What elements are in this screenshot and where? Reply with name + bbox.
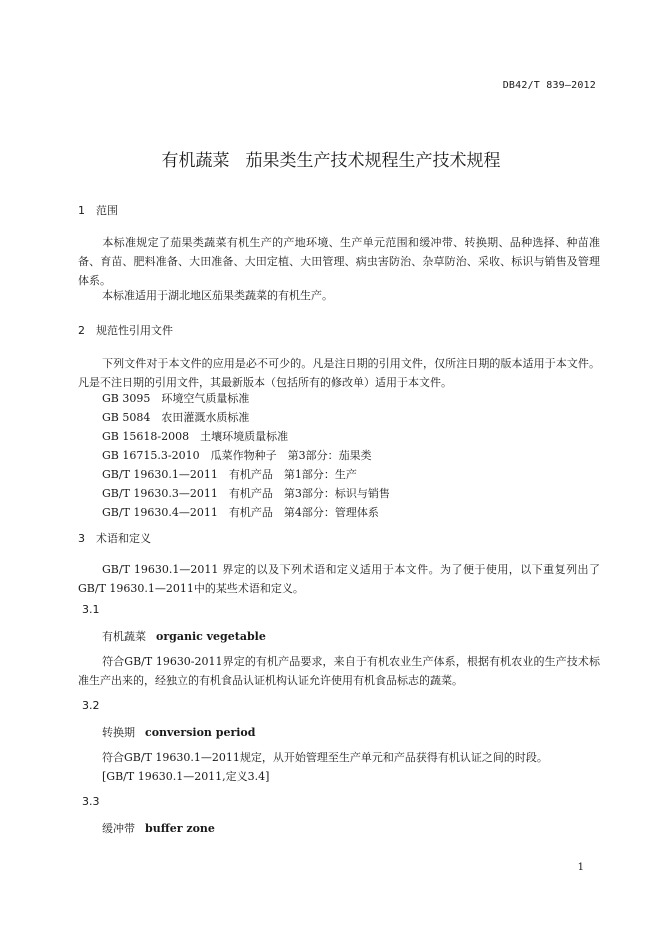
section-3-paragraph: GB/T 19630.1—2011 界定的以及下列术语和定义适用于本文件。为了便于使用，以下重复列出了GB/T 19630.1—2011中的某些术语和定义。 — [78, 563, 600, 595]
section-2-paragraph: 下列文件对于本文件的应用是必不可少的。凡是注日期的引用文件，仅所注日期的版本适用于本文件。凡是不注日期的引用文件，其最新版本（包括所有的修改单）适用于本文件。 — [78, 357, 600, 389]
reference-item: GB 5084 农田灌溉水质标准 — [102, 411, 250, 424]
page-number: 1 — [577, 862, 584, 873]
term-3-1-number: 3.1 — [82, 603, 100, 616]
reference-item: GB 15618-2008 土壤环境质量标准 — [102, 430, 289, 443]
section-1-paragraph-2: 本标准适用于湖北地区茄果类蔬菜的有机生产。 — [102, 289, 333, 302]
reference-item: GB/T 19630.4—2011 有机产品 第4部分：管理体系 — [102, 506, 379, 519]
reference-item: GB 3095 环境空气质量标准 — [102, 392, 250, 405]
reference-item: GB/T 19630.3—2011 有机产品 第3部分：标识与销售 — [102, 487, 390, 500]
term-3-1-definition: 符合GB/T 19630-2011界定的有机产品要求，来自于有机农业生产体系，根据有机农业的生产技术标准生产出来的，经独立的有机食品认证机构认证允许使用有机食品标志的蔬菜。 — [78, 655, 600, 687]
term-3-2-definition: 符合GB/T 19630.1—2011规定，从开始管理至生产单元和产品获得有机认证之间的时段。 — [102, 751, 548, 764]
title-part-2: 茄果类生产技术规程生产技术规程 — [245, 151, 501, 171]
title-part-1: 有机蔬菜 — [161, 151, 230, 171]
term-3-2-title: 转换期 conversion period — [102, 726, 256, 739]
standard-number: DB42/T 839—2012 — [502, 80, 596, 91]
reference-item: GB 16715.3-2010 瓜菜作物种子 第3部分：茄果类 — [102, 449, 372, 462]
term-3-2-number: 3.2 — [82, 699, 100, 712]
reference-item: GB/T 19630.1—2011 有机产品 第1部分：生产 — [102, 468, 357, 481]
section-1-heading: 1 范围 — [78, 204, 118, 217]
document-title — [0, 146, 662, 171]
section-3-heading: 3 术语和定义 — [78, 532, 151, 545]
term-3-2-source: [GB/T 19630.1—2011,定义3.4] — [102, 770, 270, 783]
section-1-paragraph-1: 本标准规定了茄果类蔬菜有机生产的产地环境、生产单元范围和缓冲带、转换期、品种选择、种苗准备、育苗、肥料准备、大田准备、大田定植、大田管理、病虫害防治、杂草防治、采收、标识与销售及管理体系。 — [78, 236, 600, 287]
term-3-1-title: 有机蔬菜 organic vegetable — [102, 630, 266, 643]
term-3-3-number: 3.3 — [82, 795, 100, 808]
section-2-heading: 2 规范性引用文件 — [78, 324, 173, 337]
term-3-3-title: 缓冲带 buffer zone — [102, 822, 215, 835]
